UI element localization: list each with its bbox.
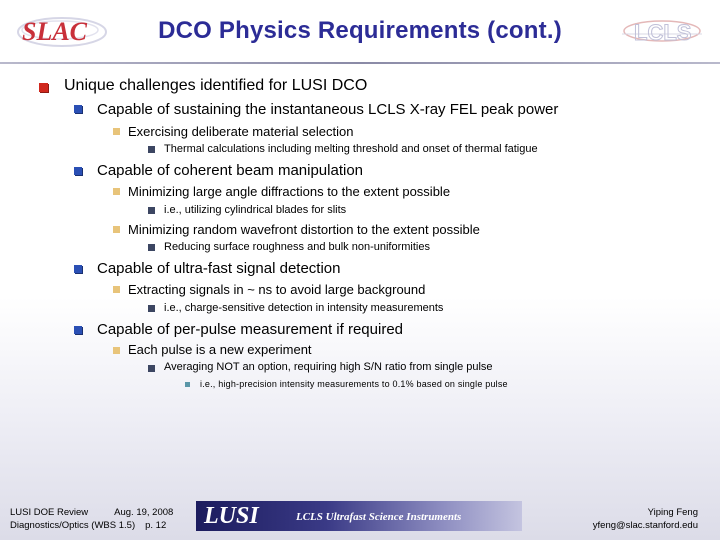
footer-author xyxy=(593,506,698,532)
outline-subitem: Each pulse is a new experiment xyxy=(128,342,312,357)
bullet-level4 xyxy=(148,365,155,372)
page-title: DCO Physics Requirements (cont.) xyxy=(158,17,562,44)
bullet-level4 xyxy=(148,305,155,312)
bullet-level2 xyxy=(74,326,82,334)
outline-item: Capable of sustaining the instantaneous LCLS X-ray FEL peak power xyxy=(97,101,559,118)
bullet-level2 xyxy=(74,167,82,175)
lusi-banner xyxy=(196,501,522,531)
outline-detail: Averaging NOT an option, requiring high S/N ratio from single pulse xyxy=(164,361,493,373)
footer-review-info xyxy=(10,506,173,532)
outline-subitem: Minimizing large angle diffractions to the extent possible xyxy=(128,184,451,199)
outline-detail: Reducing surface roughness and bulk non-uniformities xyxy=(164,241,430,253)
outline-item: Capable of per-pulse measurement if required xyxy=(97,321,403,338)
bullet-level2 xyxy=(74,105,82,113)
outline-item: Capable of coherent beam manipulation xyxy=(97,162,364,179)
slac-logo-text: SLAC xyxy=(22,17,88,46)
lcls-logo-text: LCLS xyxy=(634,20,692,45)
footer-review-name: LUSI DOE Review xyxy=(10,507,89,518)
outline-detail: Thermal calculations including melting threshold and onset of thermal fatigue xyxy=(164,143,538,155)
bullet-level5 xyxy=(185,382,190,387)
outline-subitem: Exercising deliberate material selection xyxy=(128,124,354,139)
bullet-level3 xyxy=(113,188,120,195)
bullet-level4 xyxy=(148,146,155,153)
bullet-level3 xyxy=(113,286,120,293)
outline-detail: i.e., utilizing cylindrical blades for slits xyxy=(164,204,347,216)
bullet-level4 xyxy=(148,207,155,214)
footer-section: Diagnostics/Optics (WBS 1.5) xyxy=(10,520,136,531)
bullet-level3 xyxy=(113,347,120,354)
lusi-banner-word: LUSI xyxy=(204,503,259,529)
outline-note: i.e., high-precision intensity measurements to 0.1% based on single pulse xyxy=(200,379,508,389)
footer-author-email: yfeng@slac.stanford.edu xyxy=(592,520,698,531)
bullet-level3 xyxy=(113,128,120,135)
outline-subitem: Extracting signals in ~ ns to avoid large background xyxy=(128,282,426,297)
footer-page-number: p. 12 xyxy=(145,520,167,531)
bullet-level4 xyxy=(148,244,155,251)
lusi-banner-tagline: LCLS Ultrafast Science Instruments xyxy=(296,511,462,523)
bullet-level3 xyxy=(113,226,120,233)
footer-author-name: Yiping Feng xyxy=(647,507,698,518)
outline-heading: Unique challenges identified for LUSI DCO xyxy=(64,77,368,94)
outline-detail: i.e., charge-sensitive detection in intensity measurements xyxy=(164,302,444,314)
footer-review-date: Aug. 19, 2008 xyxy=(114,507,174,518)
outline-subitem: Minimizing random wavefront distortion to the extent possible xyxy=(128,222,480,237)
bullet-level1 xyxy=(39,83,48,92)
outline-item: Capable of ultra-fast signal detection xyxy=(97,260,341,277)
bullet-level2 xyxy=(74,265,82,273)
